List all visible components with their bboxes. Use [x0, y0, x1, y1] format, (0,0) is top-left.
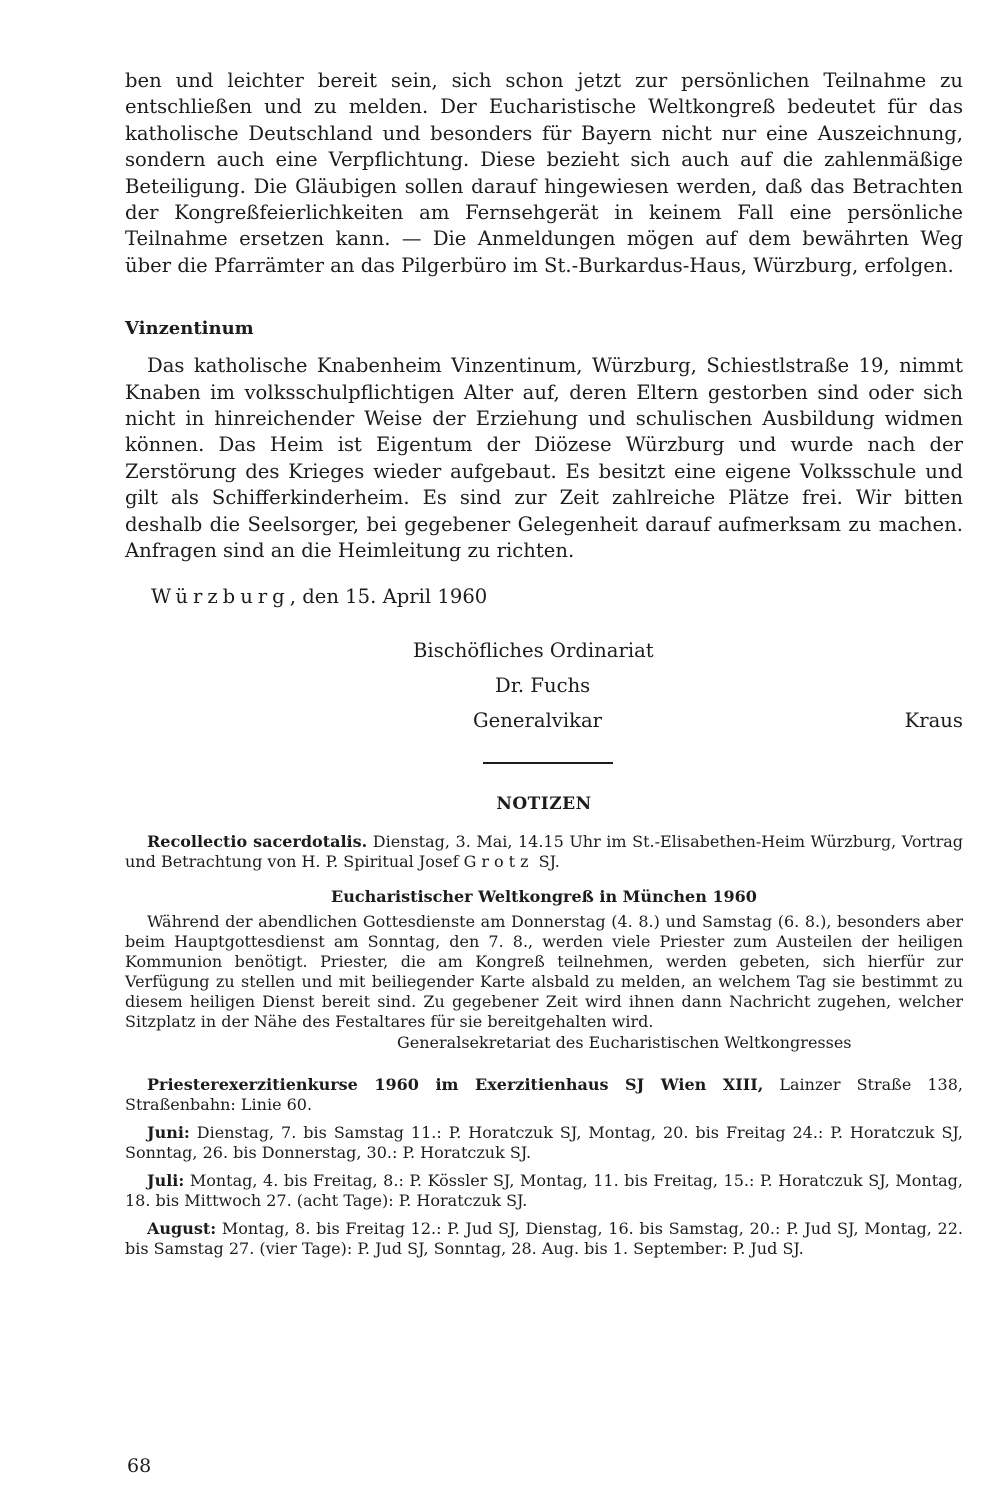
exerzitien-heading: Priesterexerzitienkurse 1960 im Exerzitienhaus SJ Wien XIII,	[147, 1074, 764, 1094]
section-divider	[483, 762, 613, 764]
recollectio-label: Recollectio sacerdotalis.	[147, 831, 368, 851]
dateline-place: Würzburg	[151, 584, 290, 608]
schedule-month-label: Juli:	[147, 1170, 185, 1190]
eucharistic-congress-signature: Generalsekretariat des Eucharistischen Weltkongresses	[397, 1032, 852, 1052]
signature-title: Generalvikar	[473, 708, 603, 732]
recollectio-notice	[125, 832, 963, 872]
vinzentinum-heading: Vinzentinum	[125, 318, 254, 340]
eucharistic-congress-body: Während der abendlichen Gottesdienste am Donnerstag (4. 8.) und Samstag (6. 8.), besonders aber beim Hauptgottesdienst am Sonntag, den 7. 8., werden viele Priester zum Austeilen der heiligen Kommunion benötigt. Priester, die am Kongreß teilnehmen, werden gebeten, sich hierfür zur Verfügung zu stellen und mit beiliegender Karte alsbald zu melden, an welchem Tag sie bestimmt zu diesem heiligen Dienst bereit sind. Zu gegebener Zeit wird ihnen dann Nachricht zugehen, welcher Sitzplatz in der Nähe des Festaltares für sie bereitgehalten wird.	[125, 911, 963, 1031]
schedule-august	[125, 1219, 963, 1259]
recollectio-speaker: Grotz	[463, 851, 534, 871]
eucharistic-congress-heading: Eucharistischer Weltkongreß in München 1960	[331, 886, 757, 906]
schedule-month-text: Montag, 8. bis Freitag 12.: P. Jud SJ, Dienstag, 16. bis Samstag, 20.: P. Jud SJ, Montag, 22. bis Samstag 27. (vier Tage): P. Jud SJ, Sonntag, 28. Aug. bis 1. September: P. Jud SJ.	[125, 1218, 963, 1258]
schedule-month-text: Dienstag, 7. bis Samstag 11.: P. Horatczuk SJ, Montag, 20. bis Freitag 24.: P. Horatczuk SJ, Sonntag, 26. bis Donnerstag, 30.: P. Horatczuk SJ.	[125, 1122, 963, 1162]
exerzitien-notice	[125, 1075, 963, 1115]
vinzentinum-paragraph: Das katholische Knabenheim Vinzentinum, Würzburg, Schiestlstraße 19, nimmt Knaben im volksschulpflichtigen Alter auf, deren Eltern gestorben sind oder sich nicht in hinreichender Weise der Erziehung und schulischen Ausbildung widmen können. Das Heim ist Eigentum der Diözese Würzburg und wurde nach der Zerstörung des Krieges wieder aufgebaut. Es besitzt eine eigene Volksschule und gilt als Schifferkinderheim. Es sind zur Zeit zahlreiche Plätze frei. Wir bitten deshalb die Seelsorger, bei gegebener Gelegenheit darauf aufmerksam zu machen. Anfragen sind an die Heimleitung zu richten.	[125, 354, 963, 563]
signature-cosigner: Kraus	[904, 708, 963, 732]
exerzitien-address: Lainzer Straße 138, Straßenbahn: Linie 60.	[125, 1074, 964, 1114]
dateline	[125, 583, 963, 611]
intro-paragraph: ben und leichter bereit sein, sich schon jetzt zur persönlichen Teilnahme zu entschließen und zu melden. Der Eucharistische Weltkongreß bedeutet für das katholische Deutschland und besonders für Bayern nicht nur eine Auszeichnung, sondern auch eine Verpflichtung. Diese bezieht sich auch auf die zahlenmäßige Beteiligung. Die Gläubigen sollen darauf hingewiesen werden, daß das Betrachten der Kongreßfeierlichkeiten am Fernsehgerät in keinem Fall eine persönliche Teilnahme ersetzen kann. — Die Anmeldungen mögen auf dem bewährten Weg über die Pfarrämter an das Pilgerbüro im St.-Burkardus-Haus, Würzburg, erfolgen.	[125, 69, 963, 277]
page-number: 68	[127, 1455, 152, 1477]
dateline-date: , den 15. April 1960	[289, 584, 488, 608]
signature-office: Bischöfliches Ordinariat	[413, 638, 654, 662]
signature-block	[125, 633, 963, 737]
schedule-month-text: Montag, 4. bis Freitag, 8.: P. Kössler SJ, Montag, 11. bis Freitag, 15.: P. Horatczuk SJ, Montag, 18. bis Mittwoch 27. (acht Tage): P. Horatczuk SJ.	[125, 1170, 963, 1210]
recollectio-text: Dienstag, 3. Mai, 14.15 Uhr im St.-Elisabethen-Heim Würzburg, Vortrag und Betrachtung von H. P. Spiritual Josef	[125, 831, 964, 871]
recollectio-suffix: SJ.	[533, 851, 560, 871]
notizen-heading: NOTIZEN	[496, 793, 592, 814]
schedule-month-label: August:	[147, 1218, 217, 1238]
schedule-month-label: Juni:	[147, 1122, 190, 1142]
signature-name: Dr. Fuchs	[495, 673, 591, 697]
schedule-june	[125, 1123, 963, 1163]
schedule-july	[125, 1171, 963, 1211]
